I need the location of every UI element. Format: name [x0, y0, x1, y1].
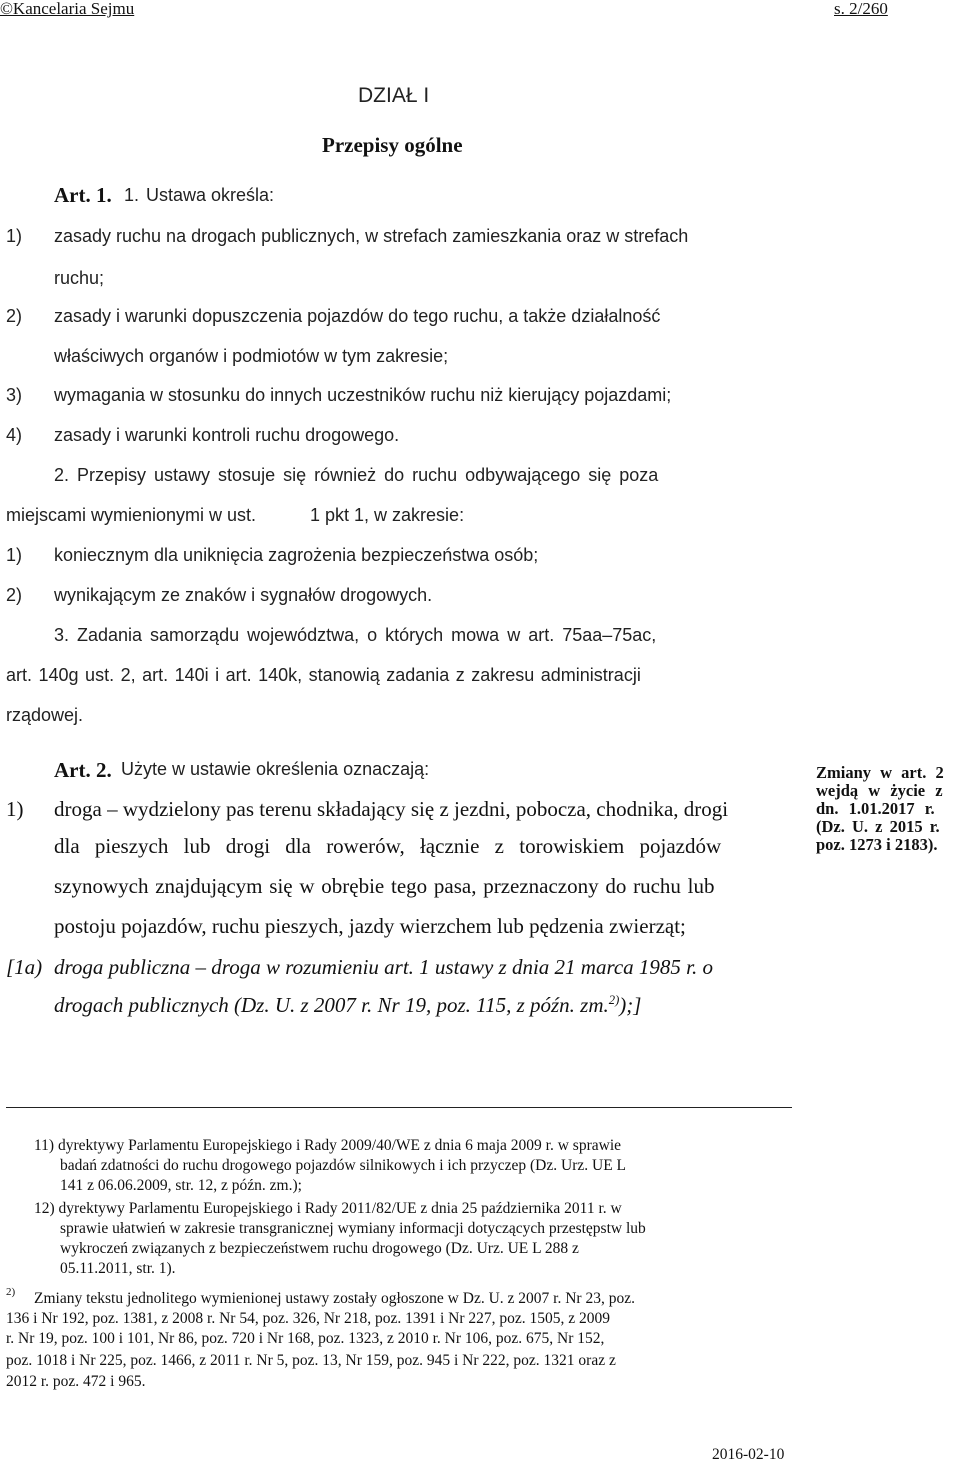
footnote-separator — [6, 1107, 792, 1108]
art1-para2-line2: miejscami wymienionymi w ust. — [6, 505, 257, 525]
art2-label: Art. 2. — [54, 758, 112, 782]
art1-para3-num: 3. — [54, 625, 70, 645]
art1-para2-item1-text: koniecznym dla uniknięcia zagrożenia bezpieczeństwa osób; — [54, 545, 539, 565]
art1-para1-intro: Ustawa określa: — [146, 185, 275, 205]
footnote-12-line2: sprawie ułatwień w zakresie transgranicznej wymiany informacji dotyczących przestępstw lub — [60, 1220, 646, 1237]
art1-item3-line1: wymagania w stosunku do innych uczestników ruchu niż kierujący pojazdami; — [54, 385, 672, 405]
footnote-12-line3: wykroczeń związanych z bezpieczeństwem ruchu drogowego (Dz. Urz. UE L 288 z — [60, 1240, 579, 1257]
section-title: DZIAŁ I — [358, 84, 430, 107]
footnote-11-line1: 11) dyrektywy Parlamentu Europejskiego i Rady 2009/40/WE z dnia 6 maja 2009 r. w sprawie — [34, 1137, 622, 1154]
art1-item2-line1: zasady i warunki dopuszczenia pojazdów do tego ruchu, a także działalność — [54, 306, 661, 326]
art1-item1-line1: zasady ruchu na drogach publicznych, w strefach zamieszkania oraz w strefach — [54, 226, 689, 246]
footnote-2-line4: poz. 1018 i Nr 225, poz. 1466, z 2011 r. Nr 5, poz. 13, Nr 159, poz. 945 i Nr 222, poz. 1321 oraz z — [6, 1352, 616, 1369]
footnote-2-line1: Zmiany tekstu jednolitego wymienionej ustawy zostały ogłoszone w Dz. U. z 2007 r. Nr 23, poz. — [34, 1290, 635, 1307]
side-note-line1: Zmiany w art. 2 — [816, 763, 944, 782]
art1-para2-line2b: 1 pkt 1, w zakresie: — [310, 505, 465, 525]
art1-item2-line2: właściwych organów i podmiotów w tym zakresie; — [54, 346, 449, 366]
art1-para1-num: 1. — [124, 185, 140, 205]
art2-item1-line4: postoju pojazdów, ruchu pieszych, jazdy wierzchem lub pędzenia zwierząt; — [54, 914, 686, 938]
art1-item1-num: 1) — [6, 226, 23, 246]
art2-item1-num: 1) — [6, 797, 24, 821]
art2-intro: Użyte w ustawie określenia oznaczają: — [121, 759, 430, 779]
footnote-2-line5: 2012 r. poz. 472 i 965. — [6, 1373, 146, 1390]
section-subtitle: Przepisy ogólne — [322, 133, 463, 157]
art1-para3-line3: rządowej. — [6, 705, 84, 725]
footnote-2-line3: r. Nr 19, poz. 100 i 101, Nr 86, poz. 720 i Nr 168, poz. 1323, z 2010 r. Nr 106, poz. 675, Nr 152, — [6, 1330, 605, 1347]
art1-item3-num: 3) — [6, 385, 23, 405]
footnote-12-line1: 12) dyrektywy Parlamentu Europejskiego i Rady 2011/82/UE z dnia 25 października 2011 r. w — [34, 1200, 622, 1217]
art1-para3-line1: Zadania samorządu województwa, o których mowa w art. 75aa–75ac, — [77, 625, 657, 645]
footnote-12-line4: 05.11.2011, str. 1). — [60, 1260, 176, 1277]
art2-item1-line3: szynowych znajdującym się w obrębie tego pasa, przeznaczony do ruchu lub — [54, 874, 715, 898]
art1-para2-item2-text: wynikającym ze znaków i sygnałów drogowych. — [54, 585, 433, 605]
footnote-11-line2: badań zdatności do ruchu drogowego pojazdów silnikowych i ich przyczep (Dz. Urz. UE L — [60, 1157, 626, 1174]
art1-para2-item1-num: 1) — [6, 545, 23, 565]
art1-item1-line2: ruchu; — [54, 268, 105, 288]
art1-item4-num: 4) — [6, 425, 23, 445]
art1-para2-num: 2. — [54, 465, 70, 485]
art2-item1a-num: [1a) — [6, 955, 43, 979]
header-page-number: s. 2/260 — [834, 0, 888, 18]
art1-para2-item2-num: 2) — [6, 585, 23, 605]
header-left: ©Kancelaria Sejmu — [0, 0, 135, 18]
art2-item1a-line1: droga publiczna – droga w rozumieniu art. 1 ustawy z dnia 21 marca 1985 r. o — [54, 955, 713, 979]
art1-label: Art. 1. — [54, 183, 112, 207]
art2-item1a-line2a: drogach publicznych (Dz. U. z 2007 r. Nr 19, poz. 115, z późn. zm. — [54, 993, 609, 1017]
art1-para3-line2: art. 140g ust. 2, art. 140i i art. 140k, stanowią zadania z zakresu administracji — [6, 665, 641, 685]
art1-item2-num: 2) — [6, 306, 23, 326]
footnote-2-line2: 136 i Nr 192, poz. 1381, z 2008 r. Nr 54, poz. 326, Nr 218, poz. 1391 i Nr 227, poz. 1505, z 2009 — [6, 1310, 610, 1327]
footer-date: 2016-02-10 — [712, 1446, 785, 1463]
art2-item1-line2: dla pieszych lub drogi dla rowerów, łącznie z torowiskiem pojazdów — [54, 834, 722, 858]
side-note-line5: poz. 1273 i 2183). — [816, 835, 938, 854]
footnote-11-line3: 141 z 06.06.2009, str. 12, z późn. zm.); — [60, 1177, 302, 1194]
side-note-line4: (Dz. U. z 2015 r. — [816, 817, 940, 836]
side-note — [816, 764, 944, 854]
art2-item1-line1: droga – wydzielony pas terenu składający się z jezdni, pobocza, chodnika, drogi — [54, 797, 729, 821]
footnote-2-mark: 2) — [6, 1286, 16, 1298]
footnote-ref-2[interactable]: 2) — [608, 993, 620, 1007]
art2-item1a-line2b: );] — [619, 993, 642, 1017]
art1-item4-line1: zasady i warunki kontroli ruchu drogowego. — [54, 425, 400, 445]
art1-para2-line1: Przepisy ustawy stosuje się również do ruchu odbywającego się poza — [77, 465, 659, 485]
side-note-line2: wejdą w życie z — [816, 781, 943, 800]
side-note-line3: dn. 1.01.2017 r. — [816, 799, 935, 818]
art2-item1a-line2 — [54, 993, 641, 1018]
